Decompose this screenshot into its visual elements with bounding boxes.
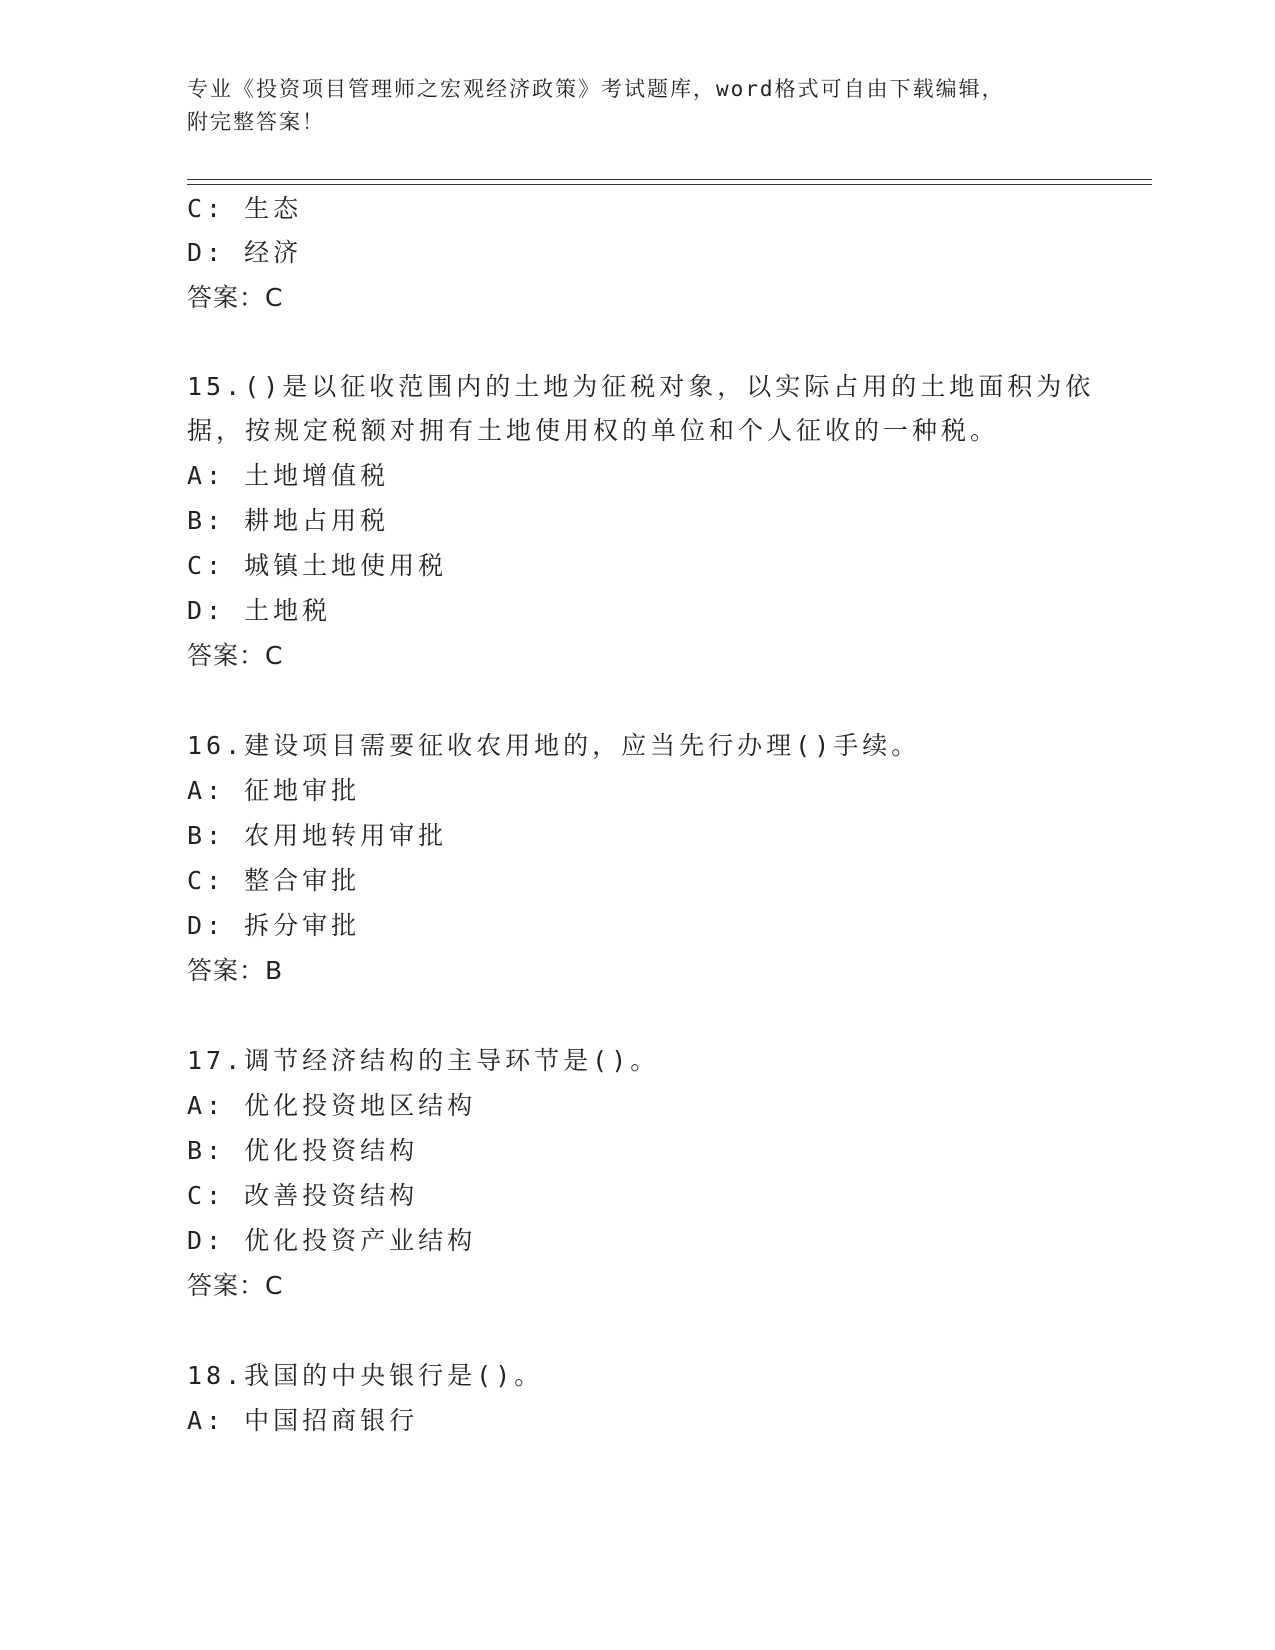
q17-stem-line-1: 17.调节经济结构的主导环节是()。 [187,1046,660,1075]
header-divider-top [187,179,1152,180]
q16-stem-line-1: 16.建设项目需要征收农用地的，应当先行办理()手续。 [187,731,921,760]
q17-option-c: C: 改善投资结构 [187,1181,419,1210]
q15-stem-line-1: 15.()是以征收范围内的土地为征税对象，以实际占用的土地面积为依 [187,372,1095,401]
q16-option-b: B: 农用地转用审批 [187,821,448,850]
prev-answer: 答案：C [187,283,284,312]
q16-option-d: D: 拆分审批 [187,911,361,940]
q15-stem-line-2: 据，按规定税额对拥有土地使用权的单位和个人征收的一种税。 [187,416,1000,445]
prev-option-c: C: 生态 [187,194,303,223]
q15-option-d: D: 土地税 [187,596,332,625]
q15-option-a: A: 土地增值税 [187,461,390,490]
q16-option-a: A: 征地审批 [187,776,361,805]
q15-option-b: B: 耕地占用税 [187,506,390,535]
header-line-1: 专业《投资项目管理师之宏观经济政策》考试题库，word格式可自由下载编辑， [187,77,1005,101]
header-divider-bottom [187,184,1152,185]
q18-option-a: A: 中国招商银行 [187,1406,419,1435]
q17-answer: 答案：C [187,1271,284,1300]
q15-answer: 答案：C [187,641,284,670]
q17-option-a: A: 优化投资地区结构 [187,1091,477,1120]
q16-option-c: C: 整合审批 [187,866,361,895]
prev-option-d: D: 经济 [187,238,303,267]
header-line-2: 附完整答案！ [187,110,325,134]
document-header [187,73,1067,139]
q17-option-d: D: 优化投资产业结构 [187,1226,477,1255]
q17-option-b: B: 优化投资结构 [187,1136,419,1165]
q18-stem-line-1: 18.我国的中央银行是()。 [187,1361,544,1390]
q15-option-c: C: 城镇土地使用税 [187,551,448,580]
q16-answer: 答案：B [187,956,284,985]
